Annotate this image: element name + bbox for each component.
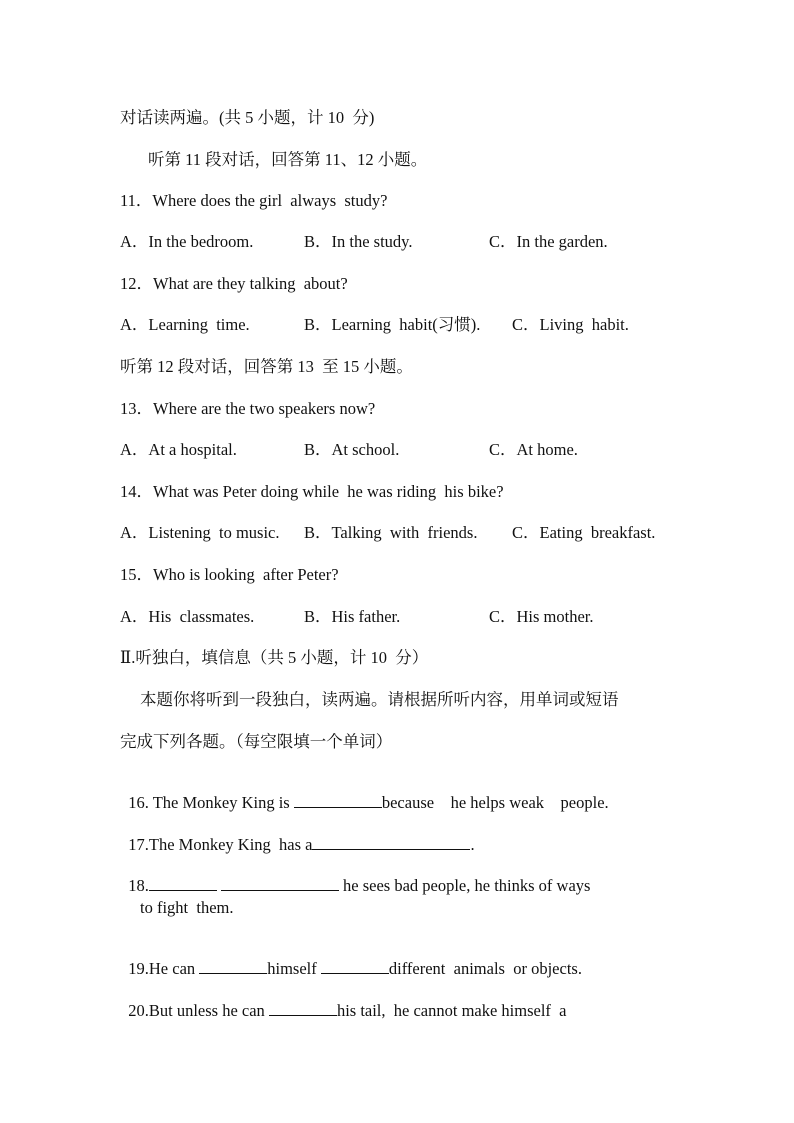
q19-blank-1[interactable] [199, 959, 267, 974]
q19-text-post: different animals or objects. [388, 959, 582, 978]
q17-blank[interactable] [312, 835, 470, 850]
q13-stem: 13．Where are the two speakers now? [120, 399, 376, 418]
q11-stem: 11．Where does the girl always study? [120, 191, 388, 210]
q19-text-pre: 19.He can [128, 959, 200, 978]
q12-option-b: B．Learning habit(习惯). [304, 315, 481, 334]
section2-title: Ⅱ.听独白，填信息（共 5 小题，计 10 分） [120, 648, 429, 667]
q18-text-post: he sees bad people, he thinks of ways [338, 876, 591, 895]
q16-blank[interactable] [294, 793, 382, 808]
q17-text-post: . [470, 835, 475, 854]
q15-option-a: A．His classmates. [120, 607, 255, 626]
q11-option-b: B．In the study. [304, 232, 413, 251]
q13-option-c: C．At home. [489, 440, 578, 459]
q14-option-a: A．Listening to music. [120, 523, 280, 542]
q20-blank[interactable] [269, 1001, 337, 1016]
q18-blank-1[interactable] [149, 876, 217, 891]
q18-blank-2[interactable] [221, 876, 339, 891]
dialog12-intro: 听第 12 段对话，回答第 13 至 15 小题。 [120, 357, 413, 376]
q15-option-c: C．His mother. [489, 607, 594, 626]
q15-stem: 15．Who is looking after Peter? [120, 565, 339, 584]
q18-continuation: to fight them. [140, 898, 234, 917]
q13-option-b: B．At school. [304, 440, 400, 459]
q18-text-pre: 18. [128, 876, 149, 895]
q11-option-c: C．In the garden. [489, 232, 608, 251]
section2-instruction-2: 完成下列各题。（每空限填一个单词） [120, 732, 393, 751]
q15-option-b: B．His father. [304, 607, 401, 626]
q19-text-mid: himself [267, 959, 321, 978]
section2-instruction-1: 本题你将听到一段独白，读两遍。请根据所听内容，用单词或短语 [140, 690, 619, 709]
q14-stem: 14．What was Peter doing while he was riding his bike? [120, 482, 504, 501]
q20-text-pre: 20.But unless he can [128, 1001, 269, 1020]
q18 [120, 856, 590, 896]
dialog11-intro: 听第 11 段对话，回答第 11、12 小题。 [148, 150, 428, 169]
q19-blank-2[interactable] [321, 959, 389, 974]
q16-text-pre: 16. The Monkey King is [128, 793, 294, 812]
q19 [120, 939, 582, 979]
q12-stem: 12．What are they talking about? [120, 274, 348, 293]
q20 [120, 981, 567, 1021]
q12-option-a: A．Learning time. [120, 315, 250, 334]
q16-text-post: because he helps weak people. [381, 793, 609, 812]
q11-option-a: A．In the bedroom. [120, 232, 254, 251]
q14-option-b: B．Talking with friends. [304, 523, 478, 542]
q12-option-c: C．Living habit. [512, 315, 629, 334]
q17-text-pre: 17.The Monkey King has a [128, 835, 313, 854]
q14-option-c: C．Eating breakfast. [512, 523, 656, 542]
q17 [120, 815, 475, 855]
q16 [120, 773, 609, 813]
q13-option-a: A．At a hospital. [120, 440, 237, 459]
intro-line: 对话读两遍。(共 5 小题，计 10 分) [120, 108, 375, 127]
q20-text-post: his tail, he cannot make himself a [336, 1001, 567, 1020]
